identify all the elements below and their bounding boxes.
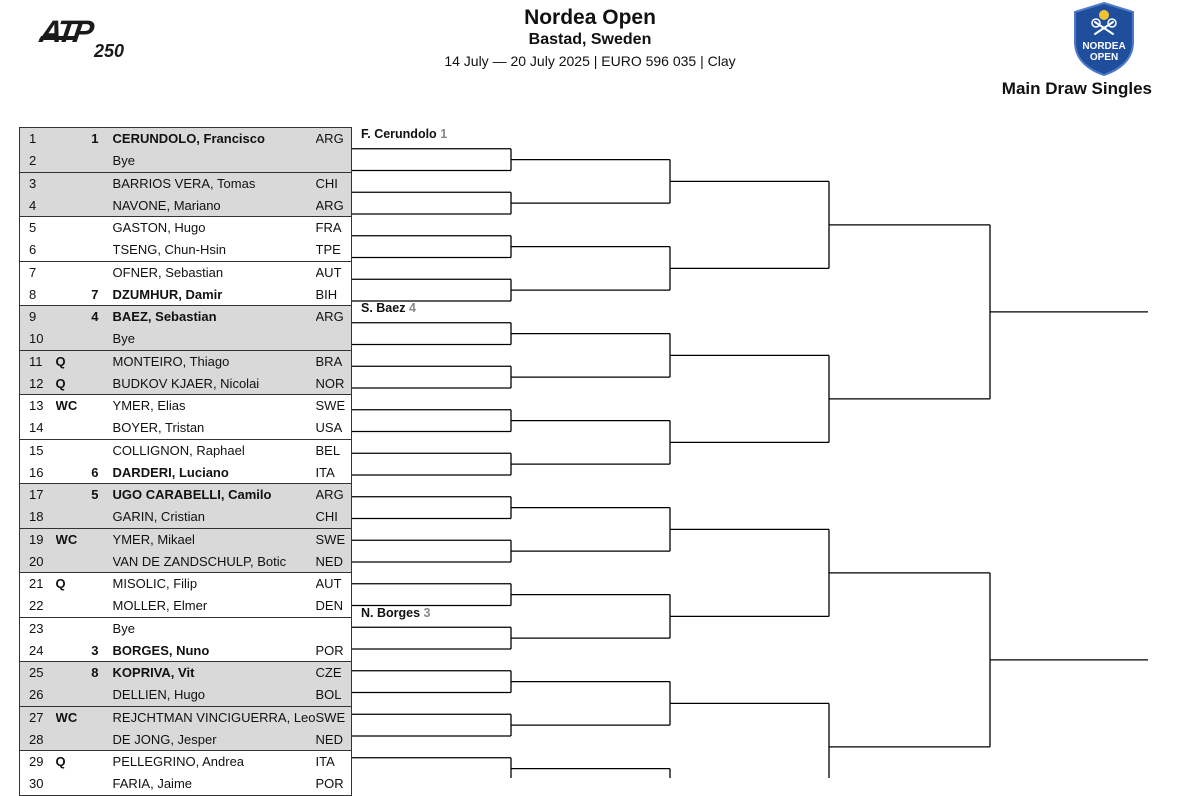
draw-position: 11 [20,350,56,372]
player-name: Bye [113,328,316,350]
player-country: FRA [316,217,352,239]
advanced-player-name: S. Baez [361,301,406,315]
draw-position: 22 [29,598,44,614]
player-country: ITA [316,751,352,773]
player-name: OFNER, Sebastian [113,261,316,283]
player-name: NAVONE, Mariano [113,194,316,216]
player-name: BORGES, Nuno [112,642,210,658]
tournament-location: Bastad, Sweden [528,31,652,48]
player-name: BAEZ, Sebastian [113,306,316,328]
player-country: BEL [316,439,352,461]
player-name: COLLIGNON, Raphael [113,439,316,461]
player-name: Bye [113,617,316,639]
player-name: MOLLER, Elmer [112,598,208,614]
advanced-player-name: F. Cerundolo [361,127,437,141]
player-country: DEN [315,598,343,614]
player-country: ARG [316,128,352,150]
player-country: ARG [316,194,352,216]
player-country: BRA [316,350,352,372]
entry-type: Q [56,372,80,394]
player-country: AUT [316,261,352,283]
draw-position: 4 [20,194,56,216]
seed-number: 4 [80,306,113,328]
draw-position: 18 [20,506,56,528]
player-name: BUDKOV KJAER, Nicolai [113,372,316,394]
player-name: YMER, Mikael [113,528,316,550]
player-name: TSENG, Chun-Hsin [112,242,226,258]
tournament-details: 14 July — 20 July 2025 | EURO 596 035 | Clay [444,53,736,69]
draw-position: 17 [20,484,56,506]
atp-logo-text: ATP [37,14,94,49]
player-name: CERUNDOLO, Francisco [113,128,316,150]
draw-position: 14 [29,420,44,436]
player-country: SWE [316,528,352,550]
player-country: USA [315,420,343,436]
seed-number: 8 [80,662,113,684]
entry-type: WC [56,395,80,417]
player-country: NOR [316,372,352,394]
draw-position: 15 [20,439,56,461]
seed-number: 3 [91,642,99,658]
player-name: DARDERI, Luciano [112,464,229,480]
draw-position: 26 [20,684,56,706]
tournament-title: Nordea Open [524,6,656,29]
draw-position: 19 [20,528,56,550]
atp-tier-text: 250 [94,41,125,61]
draw-position: 28 [20,728,56,750]
entry-type: Q [56,751,80,773]
player-country: CHI [316,506,352,528]
player-country: ITA [315,464,335,480]
player-country: BOL [316,684,352,706]
player-country: SWE [316,395,352,417]
seed-number: 7 [91,286,99,302]
draw-position: 1 [20,128,56,150]
seed-number: 6 [91,464,99,480]
advanced-player-seed: 1 [440,127,448,141]
player-name: DZUMHUR, Damir [112,286,223,302]
player-name: Bye [113,150,316,172]
badge-line1: NORDEA [1082,41,1126,52]
entry-type: WC [56,528,80,550]
draw-position: 2 [20,150,56,172]
player-country: NED [316,550,352,572]
draw-position: 5 [20,217,56,239]
player-country: CHI [316,172,352,194]
draw-position: 13 [20,395,56,417]
player-name: REJCHTMAN VINCIGUERRA, Leo [113,706,316,728]
player-name: BARRIOS VERA, Tomas [113,172,316,194]
player-name: MONTEIRO, Thiago [113,350,316,372]
player-name: KOPRIVA, Vit [113,662,316,684]
entry-type: Q [56,573,80,595]
player-country: BIH [315,286,338,302]
player-country: CZE [316,662,352,684]
draw-position: 12 [20,372,56,394]
draw-title: Main Draw Singles [1001,79,1152,98]
player-name: BOYER, Tristan [112,420,205,436]
advanced-player-seed: 4 [408,301,416,315]
draw-position: 6 [29,242,37,258]
advanced-player-name: N. Borges [361,605,421,620]
draw-position: 7 [20,261,56,283]
player-name: UGO CARABELLI, Camilo [113,484,316,506]
badge-line2: OPEN [1089,52,1119,63]
entry-type: Q [56,350,80,372]
draw-position: 27 [20,706,56,728]
draw-position: 29 [20,751,56,773]
player-country: ARG [316,484,352,506]
player-name: GARIN, Cristian [113,506,316,528]
player-name: DE JONG, Jesper [113,728,316,750]
player-name: MISOLIC, Filip [113,573,316,595]
player-country: POR [315,642,344,658]
draw-position: 3 [20,172,56,194]
draw-position: 10 [20,328,56,350]
player-name: PELLEGRINO, Andrea [113,751,316,773]
draw-position: 20 [20,550,56,572]
player-country: NED [316,728,352,750]
draw-position: 30 [29,776,44,792]
player-country: POR [315,776,344,792]
draw-position: 16 [29,464,44,480]
draw-position: 21 [20,573,56,595]
entry-type: WC [56,706,80,728]
draw-position: 24 [29,642,44,658]
player-name: YMER, Elias [113,395,316,417]
player-country: ARG [316,306,352,328]
player-name: FARIA, Jaime [112,776,192,792]
advanced-player-seed: 3 [423,605,431,620]
player-name: VAN DE ZANDSCHULP, Botic [113,550,316,572]
player-name: DELLIEN, Hugo [113,684,316,706]
player-country: SWE [316,706,352,728]
player-country: TPE [315,242,341,258]
draw-position: 9 [20,306,56,328]
seed-number: 1 [80,128,113,150]
seed-number: 5 [80,484,113,506]
player-name: GASTON, Hugo [113,217,316,239]
player-country: AUT [316,573,352,595]
draw-position: 23 [20,617,56,639]
draw-position: 8 [29,286,37,302]
draw-position: 25 [20,662,56,684]
